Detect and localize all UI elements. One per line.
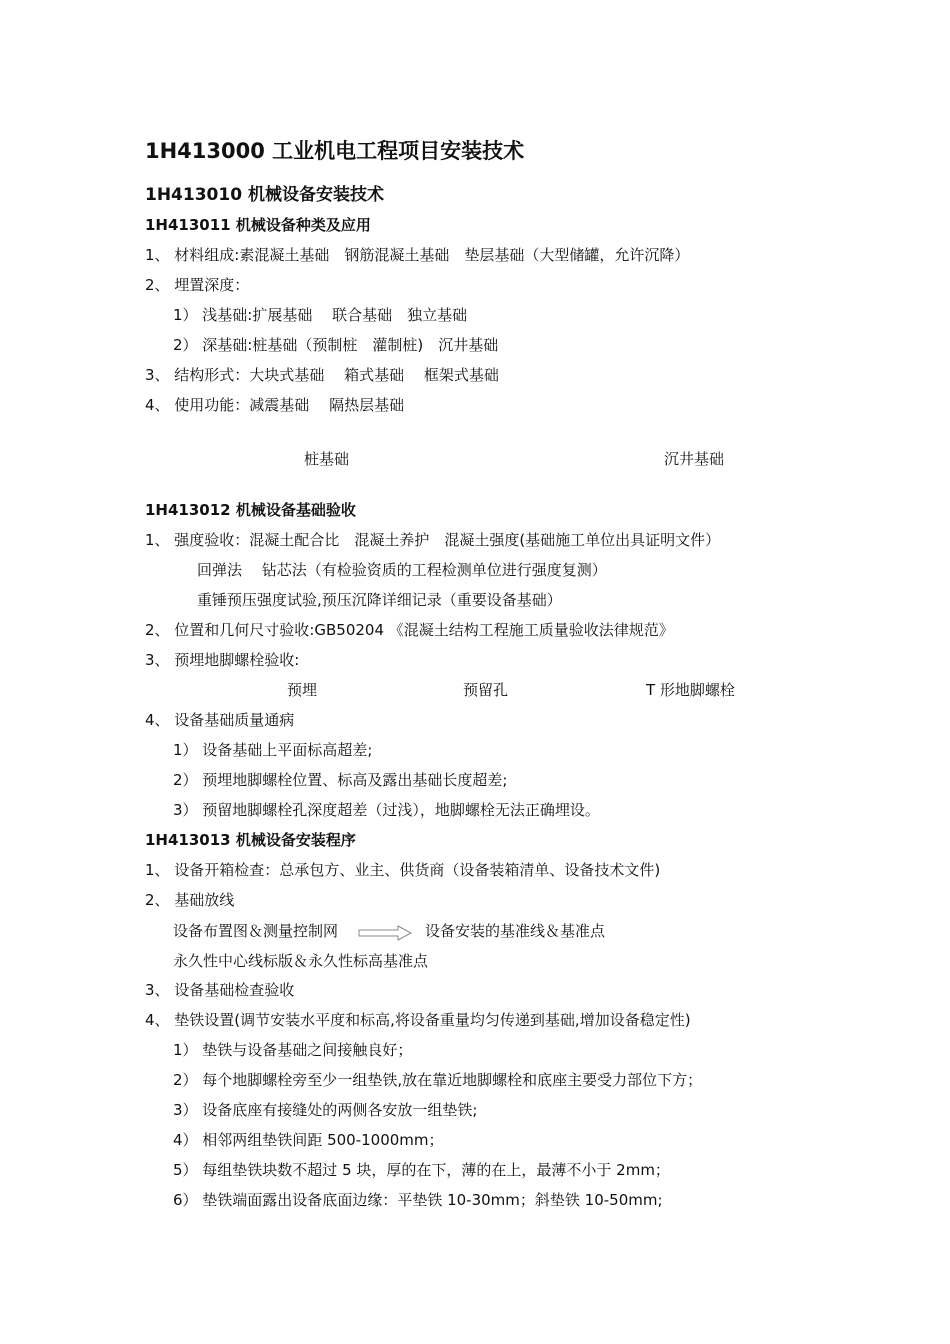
subsection-heading: 1H413013 机械设备安装程序 xyxy=(145,831,356,849)
list-item: 4、 设备基础质量通病 xyxy=(145,711,295,729)
flow-right: 设备安装的基准线＆基准点 xyxy=(425,922,606,940)
list-item: 1、 强度验收：混凝土配合比 混凝土养护 混凝土强度(基础施工单位出具证明文件） xyxy=(145,531,721,549)
list-item: 1、 设备开箱检查：总承包方、业主、供货商（设备装箱清单、设备技术文件) xyxy=(145,861,661,879)
list-item: 2） 每个地脚螺栓旁至少一组垫铁,放在靠近地脚螺栓和底座主要受力部位下方； xyxy=(173,1071,703,1089)
list-item: 1） 垫铁与设备基础之间接触良好； xyxy=(173,1041,413,1059)
flow-line: 永久性中心线标版＆永久性标高基准点 xyxy=(173,952,429,970)
bolt-label: 预留孔 xyxy=(463,681,509,699)
list-item: 4） 相邻两组垫铁间距 500-1000mm； xyxy=(173,1131,444,1149)
list-item: 2） 深基础:桩基础（预制桩 灌制桩) 沉井基础 xyxy=(173,336,499,354)
list-item: 重锤预压强度试验,预压沉降详细记录（重要设备基础） xyxy=(197,591,562,609)
subsection-heading: 1H413012 机械设备基础验收 xyxy=(145,501,356,519)
figure-label: 桩基础 xyxy=(304,450,350,468)
list-item: 3） 预留地脚螺栓孔深度超差（过浅），地脚螺栓无法正确埋设。 xyxy=(173,801,600,819)
list-item: 2、 位置和几何尺寸验收:GB50204 《混凝土结构工程施工质量验收法律规范》 xyxy=(145,621,674,639)
flow-left: 设备布置图＆测量控制网 xyxy=(173,922,339,940)
bolt-label: 预埋 xyxy=(287,681,318,699)
list-item: 4、 垫铁设置(调节安装水平度和标高,将设备重量均匀传递到基础,增加设备稳定性) xyxy=(145,1011,691,1029)
list-item: 3） 设备底座有接缝处的两侧各安放一组垫铁; xyxy=(173,1101,478,1119)
list-item: 1） 设备基础上平面标高超差; xyxy=(173,741,373,759)
list-item: 2、 埋置深度： xyxy=(145,276,250,294)
list-item: 3、 设备基础检查验收 xyxy=(145,981,295,999)
list-item: 3、 预埋地脚螺栓验收: xyxy=(145,651,300,669)
figure-label: 沉井基础 xyxy=(664,450,725,468)
list-item: 2） 预埋地脚螺栓位置、标高及露出基础长度超差; xyxy=(173,771,508,789)
list-item: 1、 材料组成:素混凝土基础 钢筋混凝土基础 垫层基础（大型储罐，允许沉降） xyxy=(145,246,690,264)
list-item: 3、 结构形式：大块式基础 箱式基础 框架式基础 xyxy=(145,366,499,384)
list-item: 4、 使用功能：减震基础 隔热层基础 xyxy=(145,396,405,414)
list-item: 回弹法 钻芯法（有检验资质的工程检测单位进行强度复测） xyxy=(197,561,607,579)
list-item: 2、 基础放线 xyxy=(145,891,235,909)
right-arrow-icon xyxy=(358,925,412,941)
subsection-heading: 1H413011 机械设备种类及应用 xyxy=(145,216,371,234)
list-item: 1） 浅基础:扩展基础 联合基础 独立基础 xyxy=(173,306,468,324)
bolt-label: T 形地脚螺栓 xyxy=(646,681,735,699)
section-heading: 1H413010 机械设备安装技术 xyxy=(145,185,384,205)
list-item: 5） 每组垫铁块数不超过 5 块，厚的在下，薄的在上，最薄不小于 2mm； xyxy=(173,1161,670,1179)
page-title: 1H413000 工业机电工程项目安装技术 xyxy=(145,139,525,163)
list-item: 6） 垫铁端面露出设备底面边缘：平垫铁 10-30mm；斜垫铁 10-50mm; xyxy=(173,1191,663,1209)
